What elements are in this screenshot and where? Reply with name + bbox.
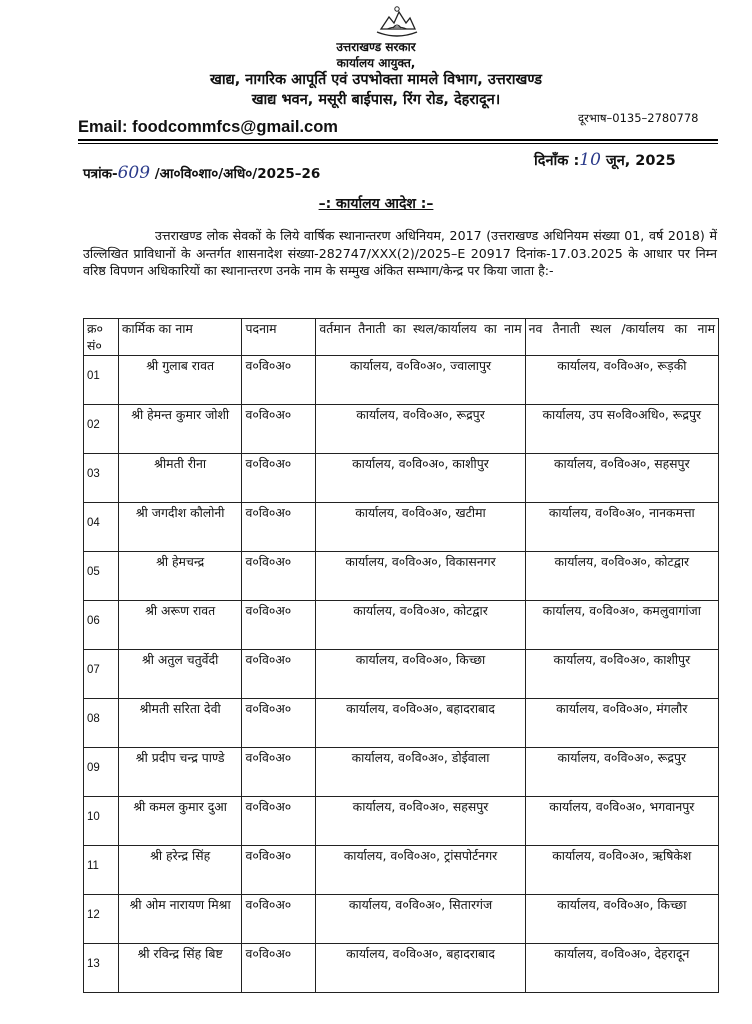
- cell-designation: व०वि०अ०: [242, 503, 316, 552]
- cell-new-posting: कार्यालय, व०वि०अ०, कमलुवागांजा: [525, 601, 718, 650]
- cell-sno: 01: [84, 356, 119, 405]
- cell-sno: 13: [84, 944, 119, 993]
- cell-designation: व०वि०अ०: [242, 454, 316, 503]
- header-current-posting: वर्तमान तैनाती का स्थल/कार्यालय का नाम: [316, 319, 525, 356]
- cell-name: श्रीमती रीना: [118, 454, 242, 503]
- cell-sno: 02: [84, 405, 119, 454]
- cell-designation: व०वि०अ०: [242, 405, 316, 454]
- ref-suffix: /आ०वि०शा०/अधि०/2025–26: [150, 166, 321, 182]
- header-office: कार्यालय आयुक्त,: [336, 56, 416, 70]
- header-department: खाद्य, नागरिक आपूर्ति एवं उपभोक्ता मामले विभाग, उत्तराखण्ड: [210, 72, 542, 88]
- header-email: Email: foodcommfcs@gmail.com: [78, 118, 338, 136]
- header-designation: पदनाम: [242, 319, 316, 356]
- order-title: [0, 194, 752, 213]
- cell-current-posting: कार्यालय, व०वि०अ०, खटीमा: [316, 503, 525, 552]
- cell-name: श्री हरेन्द्र सिंह: [118, 846, 242, 895]
- table-row: [84, 748, 719, 797]
- reference-number: [83, 163, 320, 183]
- table-row: [84, 356, 719, 405]
- cell-current-posting: कार्यालय, व०वि०अ०, ज्वालापुर: [316, 356, 525, 405]
- cell-current-posting: कार्यालय, व०वि०अ०, ट्रांसपोर्टनगर: [316, 846, 525, 895]
- cell-current-posting: कार्यालय, व०वि०अ०, रूद्रपुर: [316, 405, 525, 454]
- cell-new-posting: कार्यालय, व०वि०अ०, रूद्रपुर: [525, 748, 718, 797]
- header-divider: [78, 139, 718, 141]
- cell-new-posting: कार्यालय, व०वि०अ०, काशीपुर: [525, 650, 718, 699]
- table-header-row: [84, 319, 719, 356]
- cell-sno: 10: [84, 797, 119, 846]
- table-row: [84, 895, 719, 944]
- cell-new-posting: कार्यालय, व०वि०अ०, कोटद्वार: [525, 552, 718, 601]
- cell-new-posting: कार्यालय, व०वि०अ०, मंगलौर: [525, 699, 718, 748]
- cell-current-posting: कार्यालय, व०वि०अ०, बहादराबाद: [316, 699, 525, 748]
- cell-designation: व०वि०अ०: [242, 748, 316, 797]
- table-row: [84, 503, 719, 552]
- cell-new-posting: कार्यालय, व०वि०अ०, सहसपुर: [525, 454, 718, 503]
- cell-new-posting: कार्यालय, उप स०वि०अधि०, रूद्रपुर: [525, 405, 718, 454]
- cell-name: श्री अरूण रावत: [118, 601, 242, 650]
- cell-name: श्री कमल कुमार दुआ: [118, 797, 242, 846]
- cell-sno: 06: [84, 601, 119, 650]
- cell-sno: 09: [84, 748, 119, 797]
- cell-current-posting: कार्यालय, व०वि०अ०, काशीपुर: [316, 454, 525, 503]
- cell-sno: 04: [84, 503, 119, 552]
- cell-current-posting: कार्यालय, व०वि०अ०, किच्छा: [316, 650, 525, 699]
- cell-designation: व०वि०अ०: [242, 846, 316, 895]
- date-suffix: जून, 2025: [600, 153, 676, 169]
- cell-designation: व०वि०अ०: [242, 797, 316, 846]
- cell-sno: 05: [84, 552, 119, 601]
- header-new-posting: नव तैनाती स्थल /कार्यालय का नाम: [525, 319, 718, 356]
- cell-name: श्रीमती सरिता देवी: [118, 699, 242, 748]
- table-row: [84, 405, 719, 454]
- cell-designation: व०वि०अ०: [242, 944, 316, 993]
- cell-designation: व०वि०अ०: [242, 895, 316, 944]
- cell-designation: व०वि०अ०: [242, 552, 316, 601]
- cell-designation: व०वि०अ०: [242, 650, 316, 699]
- table-row: [84, 944, 719, 993]
- cell-name: श्री अतुल चतुर्वेदी: [118, 650, 242, 699]
- cell-current-posting: कार्यालय, व०वि०अ०, विकासनगर: [316, 552, 525, 601]
- cell-current-posting: कार्यालय, व०वि०अ०, डोईवाला: [316, 748, 525, 797]
- header-sno: क्र० सं०: [84, 319, 119, 356]
- cell-designation: व०वि०अ०: [242, 356, 316, 405]
- table-row: [84, 797, 719, 846]
- letter-date: [534, 150, 676, 170]
- header-address: खाद्य भवन, मसूरी बाईपास, रिंग रोड, देहरादून।: [251, 92, 501, 108]
- cell-name: श्री जगदीश कौलोनी: [118, 503, 242, 552]
- transfer-table: [83, 318, 719, 993]
- cell-name: श्री प्रदीप चन्द्र पाण्डे: [118, 748, 242, 797]
- cell-current-posting: कार्यालय, व०वि०अ०, कोटद्वार: [316, 601, 525, 650]
- order-title-text: –: कार्यालय आदेश :–: [318, 196, 434, 212]
- ref-handwritten-number: 609: [117, 163, 151, 183]
- cell-designation: व०वि०अ०: [242, 601, 316, 650]
- cell-sno: 12: [84, 895, 119, 944]
- cell-new-posting: कार्यालय, व०वि०अ०, ऋषिकेश: [525, 846, 718, 895]
- header-name: कार्मिक का नाम: [118, 319, 242, 356]
- cell-sno: 07: [84, 650, 119, 699]
- ref-prefix: पत्रांक-: [83, 166, 118, 182]
- header-divider-thin: [78, 143, 718, 144]
- table-row: [84, 601, 719, 650]
- header-govt: उत्तराखण्ड सरकार: [336, 40, 416, 54]
- table-row: [84, 699, 719, 748]
- cell-new-posting: कार्यालय, व०वि०अ०, रूड़की: [525, 356, 718, 405]
- cell-designation: व०वि०अ०: [242, 699, 316, 748]
- cell-current-posting: कार्यालय, व०वि०अ०, सहसपुर: [316, 797, 525, 846]
- date-prefix: दिनाँक :: [534, 153, 580, 169]
- cell-new-posting: कार्यालय, व०वि०अ०, देहरादून: [525, 944, 718, 993]
- table-row: [84, 454, 719, 503]
- cell-current-posting: कार्यालय, व०वि०अ०, सितारगंज: [316, 895, 525, 944]
- cell-new-posting: कार्यालय, व०वि०अ०, किच्छा: [525, 895, 718, 944]
- cell-name: श्री हेमचन्द्र: [118, 552, 242, 601]
- date-handwritten-day: 10: [579, 150, 601, 170]
- table-row: [84, 650, 719, 699]
- cell-sno: 03: [84, 454, 119, 503]
- cell-name: श्री रविन्द्र सिंह बिष्ट: [118, 944, 242, 993]
- table-row: [84, 552, 719, 601]
- order-body: उत्तराखण्ड लोक सेवकों के लिये वार्षिक स्थानान्तरण अधिनियम, 2017 (उत्तराखण्ड अधिनियम संख्या 01, वर्ष 2018) में उल्लिखित प्राविधानों के अन्तर्गत शासनादेश संख्या-282747/XXX(2)/2025–E 20917 दिनांक-17.03.2025 के आधार पर निम्न वरिष्ठ विपणन अधिकारियों का स्थानान्तरण उनके नाम के सम्मुख अंकित सम्भाग/केन्द्र पर किया जाता है:-: [83, 228, 717, 278]
- cell-sno: 08: [84, 699, 119, 748]
- cell-current-posting: कार्यालय, व०वि०अ०, बहादराबाद: [316, 944, 525, 993]
- table-body: [84, 356, 719, 993]
- header-phone: दूरभाष–0135–2780778: [578, 111, 699, 125]
- cell-new-posting: कार्यालय, व०वि०अ०, नानकमत्ता: [525, 503, 718, 552]
- cell-name: श्री हेमन्त कुमार जोशी: [118, 405, 242, 454]
- cell-name: श्री गुलाब रावत: [118, 356, 242, 405]
- cell-sno: 11: [84, 846, 119, 895]
- cell-name: श्री ओम नारायण मिश्रा: [118, 895, 242, 944]
- cell-new-posting: कार्यालय, व०वि०अ०, भगवानपुर: [525, 797, 718, 846]
- state-emblem-icon: [373, 4, 421, 38]
- table-row: [84, 846, 719, 895]
